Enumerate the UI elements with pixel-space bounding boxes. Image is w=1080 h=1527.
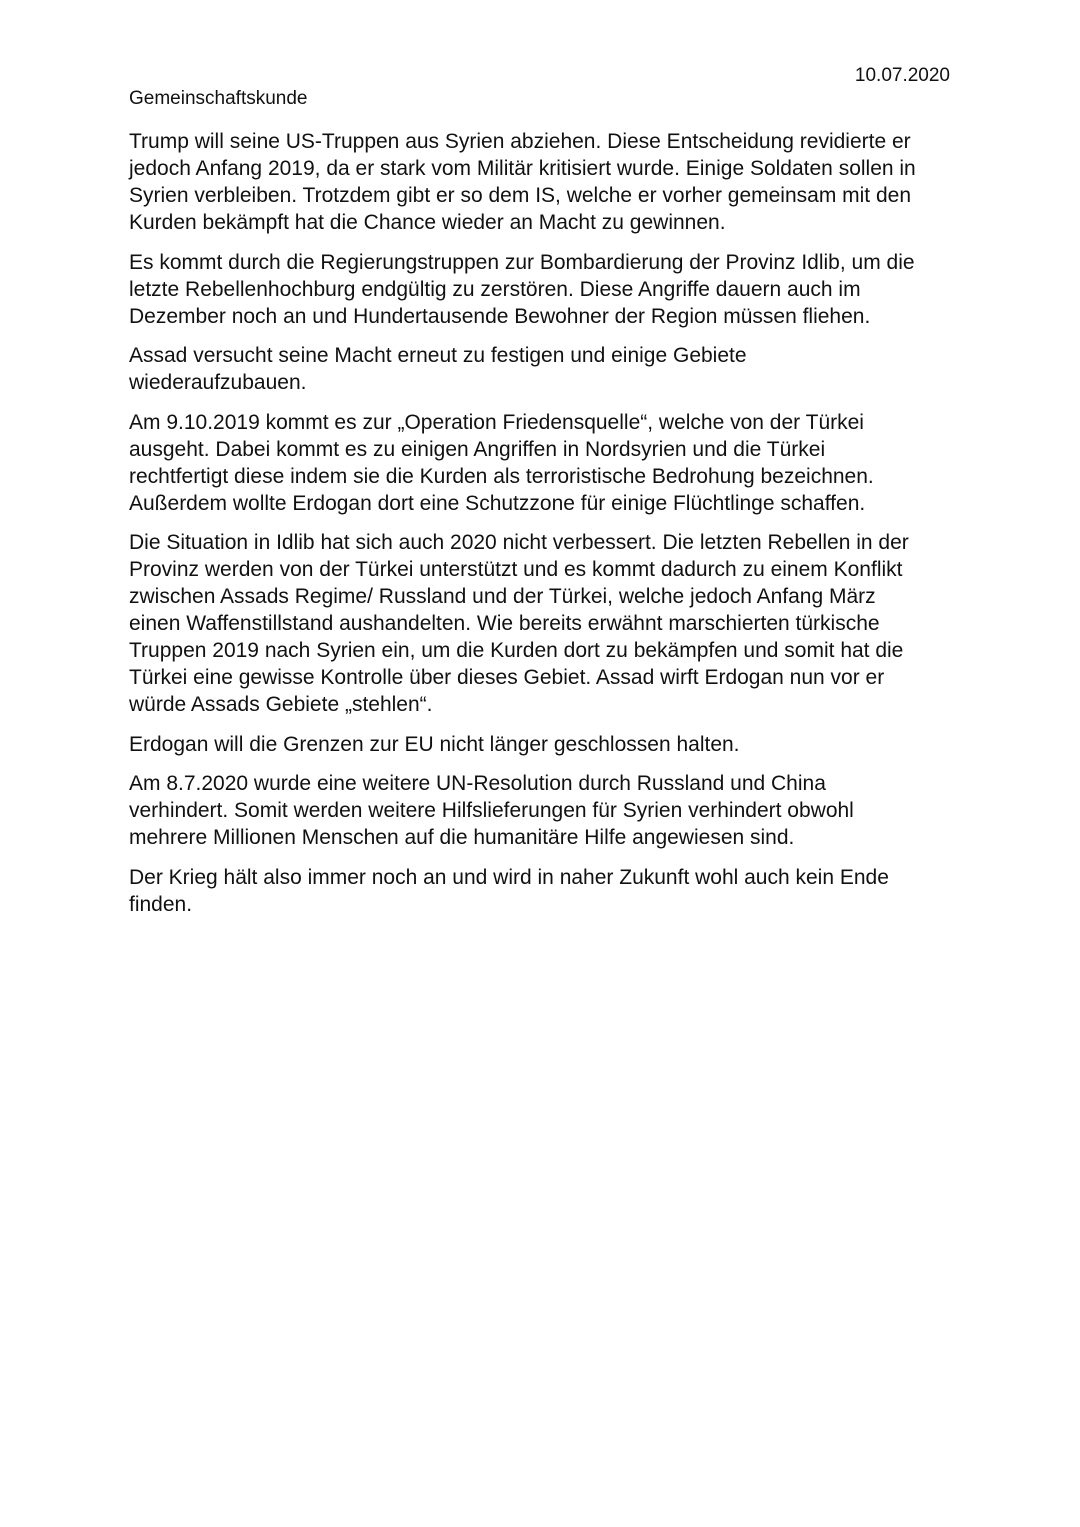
paragraph-line: Trump will seine US-Truppen aus Syrien abziehen. Diese Entscheidung revidierte er (129, 130, 911, 153)
paragraph-line: ausgeht. Dabei kommt es zu einigen Angriffen in Nordsyrien und die Türkei (129, 437, 826, 461)
paragraph-line: Truppen 2019 nach Syrien ein, um die Kurden dort zu bekämpfen und somit hat die (129, 639, 904, 662)
paragraph (129, 731, 959, 758)
paragraph (129, 128, 959, 236)
paragraph (129, 529, 959, 718)
paragraph-line: Es kommt durch die Regierungstruppen zur Bombardierung der Provinz Idlib, um die (129, 250, 915, 274)
paragraph-line: jedoch Anfang 2019, da er stark vom Militär kritisiert wurde. Einige Soldaten sollen in (129, 157, 916, 180)
document-subject: Gemeinschaftskunde (129, 88, 308, 109)
paragraph-line: mehrere Millionen Menschen auf die humanitäre Hilfe angewiesen sind. (129, 826, 795, 849)
paragraph-line: Kurden bekämpft hat die Chance wieder an Macht zu gewinnen. (129, 211, 726, 234)
paragraph-line: würde Assads Gebiete „stehlen“. (129, 693, 433, 716)
paragraph-line: Assad versucht seine Macht erneut zu festigen und einige Gebiete (129, 344, 747, 367)
paragraph-line: rechtfertigt diese indem sie die Kurden als terroristische Bedrohung bezeichnen. (129, 464, 874, 488)
document-date: 10.07.2020 (854, 65, 950, 86)
paragraph (129, 864, 959, 918)
paragraph-line: Erdogan will die Grenzen zur EU nicht länger geschlossen halten. (129, 732, 740, 756)
paragraph-line: Am 8.7.2020 wurde eine weitere UN-Resolution durch Russland und China (129, 772, 826, 795)
paragraph-line: Türkei eine gewisse Kontrolle über dieses Gebiet. Assad wirft Erdogan nun vor er (129, 666, 885, 689)
paragraph-line: zwischen Assads Regime/ Russland und der Türkei, welche jedoch Anfang März (129, 585, 876, 608)
paragraph-line: Die Situation in Idlib hat sich auch 2020 nicht verbessert. Die letzten Rebellen in der (129, 531, 909, 554)
paragraph-line: Syrien verbleiben. Trotzdem gibt er so dem IS, welche er vorher gemeinsam mit den (129, 184, 912, 207)
paragraph-line: finden. (129, 892, 193, 916)
paragraph-line: wiederaufzubauen. (129, 371, 307, 394)
paragraph-line: letzte Rebellenhochburg endgültig zu zerstören. Diese Angriffe dauern auch im (129, 277, 861, 301)
paragraph (129, 342, 959, 396)
paragraph (129, 409, 959, 517)
paragraph-line: einen Waffenstillstand aushandelten. Wie bereits erwähnt marschierten türkische (129, 612, 880, 635)
paragraph-line: Außerdem wollte Erdogan dort eine Schutzzone für einige Flüchtlinge schaffen. (129, 491, 866, 515)
paragraph-line: Provinz werden von der Türkei unterstützt und es kommt dadurch zu einem Konflikt (129, 558, 903, 581)
paragraph-line: Der Krieg hält also immer noch an und wird in naher Zukunft wohl auch kein Ende (129, 865, 889, 889)
paragraph (129, 249, 959, 330)
paragraph-line: Am 9.10.2019 kommt es zur „Operation Friedensquelle“, welche von der Türkei (129, 410, 864, 434)
document-body (129, 128, 959, 930)
paragraph (129, 770, 959, 851)
paragraph-line: Dezember noch an und Hundertausende Bewohner der Region müssen fliehen. (129, 304, 871, 328)
paragraph-line: verhindert. Somit werden weitere Hilfslieferungen für Syrien verhindert obwohl (129, 799, 854, 822)
